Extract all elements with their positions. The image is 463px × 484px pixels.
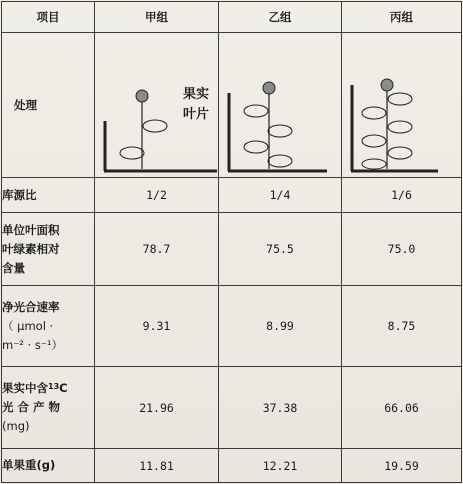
cell-value: 1/6 xyxy=(342,178,462,213)
leaf xyxy=(244,141,268,153)
cell-value: 11.81 xyxy=(95,449,219,483)
cell-value: 19.59 xyxy=(342,449,462,483)
diagram-label-leaf: 叶片 xyxy=(183,107,210,122)
table-row xyxy=(2,449,462,483)
plant-diagram-yi xyxy=(219,33,342,177)
cell-value: 66.06 xyxy=(342,367,462,449)
leaf xyxy=(388,121,412,133)
table-header-row xyxy=(2,2,462,33)
plant-diagram-bing xyxy=(342,33,462,177)
treatment-label: 处理 xyxy=(2,33,95,178)
table-row xyxy=(2,213,462,286)
fruit xyxy=(381,79,393,91)
cell-value: 1/2 xyxy=(95,178,219,213)
cell-value: 8.99 xyxy=(219,286,342,367)
leaf xyxy=(362,135,386,147)
cell-value: 75.5 xyxy=(219,213,342,286)
treatment-diagram-yi xyxy=(219,33,342,178)
treatment-diagram-bing xyxy=(342,33,462,178)
leaf xyxy=(143,120,167,132)
cell-value: 75.0 xyxy=(342,213,462,286)
cell-value: 37.38 xyxy=(219,367,342,449)
cell-value: 78.7 xyxy=(95,213,219,286)
fruit xyxy=(263,82,275,94)
header-group-yi: 乙组 xyxy=(219,2,342,33)
table-row xyxy=(2,178,462,213)
cell-value: 8.75 xyxy=(342,286,462,367)
leaf xyxy=(388,147,412,159)
fruit xyxy=(136,90,148,102)
table-row xyxy=(2,367,462,449)
leaf xyxy=(268,125,292,137)
data-table xyxy=(1,1,462,483)
leaf xyxy=(268,155,292,167)
row-label-net-photosynthesis: 净光合速率 （ μmol · m⁻² · s⁻¹） xyxy=(2,286,95,367)
row-label-single-fruit-weight: 单果重(g) xyxy=(2,449,95,483)
treatment-row xyxy=(2,33,462,178)
leaf xyxy=(388,93,412,105)
row-label-fruit-13c-product: 果实中含$^{13}$C 光 合 产 物 (mg) xyxy=(2,367,95,449)
row-label-sink-source-ratio: 库源比 xyxy=(2,178,95,213)
leaf xyxy=(362,159,386,169)
table-row xyxy=(2,286,462,367)
header-group-jia: 甲组 xyxy=(95,2,219,33)
leaf xyxy=(120,147,144,159)
diagram-label-fruit: 果实 xyxy=(183,87,210,102)
leaf xyxy=(362,107,386,119)
header-group-bing: 丙组 xyxy=(342,2,462,33)
row-label-chlorophyll: 单位叶面积 叶绿素相对 含量 xyxy=(2,213,95,286)
treatment-diagram-jia xyxy=(95,33,219,178)
cell-value: 12.21 xyxy=(219,449,342,483)
cell-value: 9.31 xyxy=(95,286,219,367)
leaf xyxy=(244,105,268,117)
cell-value: 21.96 xyxy=(95,367,219,449)
header-item: 项目 xyxy=(2,2,95,33)
cell-value: 1/4 xyxy=(219,178,342,213)
